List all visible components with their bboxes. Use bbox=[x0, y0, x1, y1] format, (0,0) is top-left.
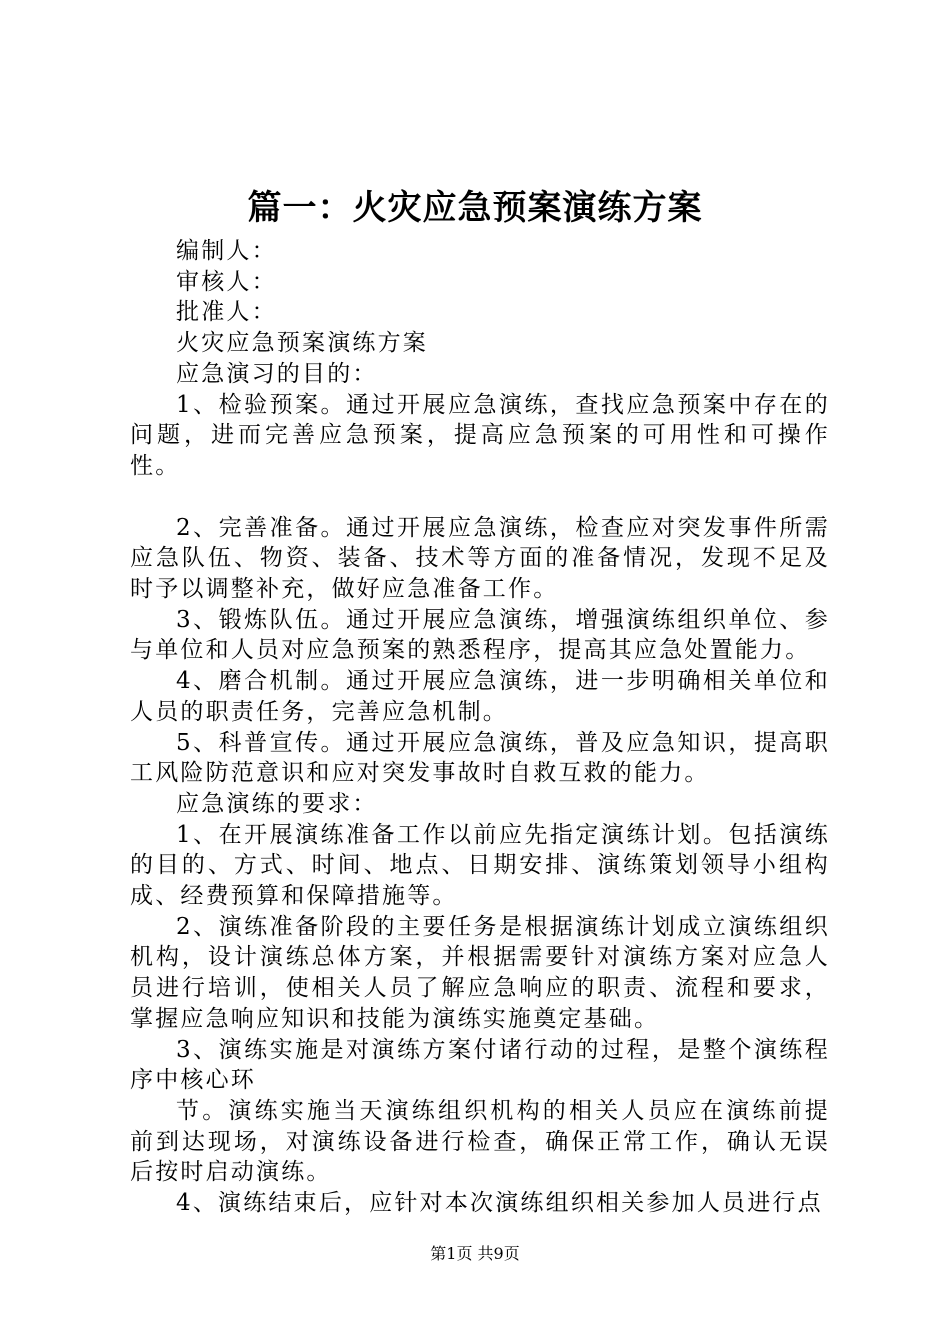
paragraph-requirements-heading: 应急演练的要求： bbox=[176, 790, 378, 817]
paragraph-approver: 批准人： bbox=[176, 299, 277, 326]
paragraph-reviewer: 审核人： bbox=[176, 268, 277, 295]
page-indicator: 第1页 共9页 bbox=[430, 1244, 520, 1263]
paragraph-compiler: 编制人： bbox=[176, 238, 277, 264]
paragraph-purpose-4: 4、磨合机制。通过开展应急演练，进一步明确相关单位和人员的职责任务，完善应急机制。 bbox=[130, 668, 830, 725]
paragraph-purpose-2: 2、完善准备。通过开展应急演练，检查应对突发事件所需应急队伍、物资、装备、技术等方面的准备情况，发现不足及时予以调整补充，做好应急准备工作。 bbox=[130, 514, 830, 603]
paragraph-plan-name: 火灾应急预案演练方案 bbox=[176, 330, 428, 357]
document-title: 篇一：火灾应急预案演练方案 bbox=[247, 188, 703, 228]
paragraph-purpose-5: 5、科普宣传。通过开展应急演练，普及应急知识，提高职工风险防范意识和应对突发事故时自救互救的能力。 bbox=[130, 729, 830, 787]
paragraph-requirement-4: 4、演练结束后，应针对本次演练组织相关参加人员进行点 bbox=[176, 1190, 823, 1217]
paragraph-spacer bbox=[130, 482, 830, 513]
paragraph-requirement-1: 1、在开展演练准备工作以前应先指定演练计划。包括演练的目的、方式、时间、地点、日期安排、演练策划领导小组构成、经费预算和保障措施等。 bbox=[130, 821, 830, 910]
paragraph-requirement-3: 3、演练实施是对演练方案付诸行动的过程，是整个演练程序中核心环 bbox=[130, 1036, 830, 1094]
document-body bbox=[130, 236, 830, 1219]
paragraph-purpose-3: 3、锻炼队伍。通过开展应急演练，增强演练组织单位、参与单位和人员对应急预案的熟悉程序，提高其应急处置能力。 bbox=[130, 606, 830, 664]
paragraph-requirement-2: 2、演练准备阶段的主要任务是根据演练计划成立演练组织机构，设计演练总体方案，并根据需要针对演练方案对应急人员进行培训，使相关人员了解应急响应的职责、流程和要求，掌握应急响应知识和技能为演练实施奠定基础。 bbox=[130, 913, 830, 1032]
paragraph-requirement-3-continued: 节。演练实施当天演练组织机构的相关人员应在演练前提前到达现场，对演练设备进行检查，确保正常工作，确认无误后按时启动演练。 bbox=[130, 1097, 830, 1186]
paragraph-purpose-heading: 应急演习的目的： bbox=[176, 360, 378, 387]
paragraph-purpose-1: 1、检验预案。通过开展应急演练，查找应急预案中存在的问题，进而完善应急预案，提高应急预案的可用性和可操作性。 bbox=[130, 391, 830, 479]
